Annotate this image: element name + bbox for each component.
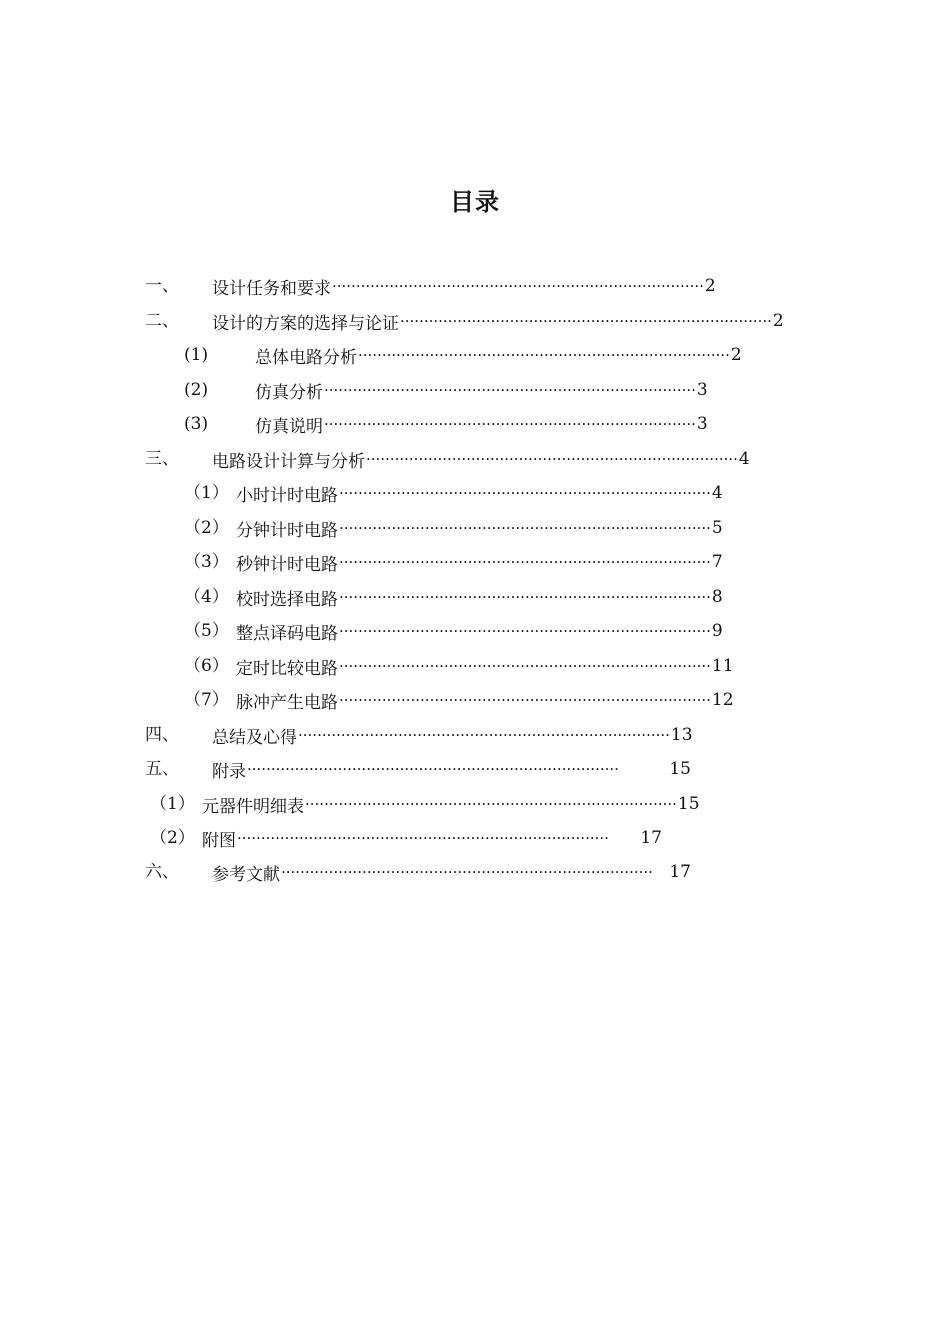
toc-entry-page: 11: [711, 656, 734, 676]
toc-leader-dots: ··············································································: [339, 553, 711, 571]
toc-entry[interactable]: [145, 757, 691, 781]
toc-entry-page: 4: [711, 483, 723, 503]
toc-entry-number: （5）: [184, 621, 229, 641]
toc-entry[interactable]: [145, 860, 691, 884]
toc-entry[interactable]: [184, 343, 742, 368]
toc-leader-dots: ··············································································: [339, 657, 711, 675]
toc-entry[interactable]: [184, 516, 723, 541]
toc-entry-label: 参考文献: [212, 864, 280, 885]
toc-entry[interactable]: [184, 412, 708, 437]
toc-entry-number: 二、: [145, 311, 179, 331]
toc-entry-page: 5: [711, 518, 723, 538]
toc-entry[interactable]: [184, 481, 723, 506]
toc-entry-page: 8: [711, 587, 723, 607]
toc-leader-dots: ··············································································: [247, 760, 619, 778]
toc-leader-dots: ··············································································: [281, 863, 653, 881]
toc-entry-page: 3: [696, 414, 708, 434]
toc-entry[interactable]: [184, 688, 734, 713]
toc-leader-dots: ··············································································: [358, 346, 730, 364]
toc-entry-number: （7）: [184, 690, 229, 710]
toc-title: 目录: [450, 188, 500, 216]
toc-leader-dots: ··············································································: [324, 415, 696, 433]
toc-entry-number: （2）: [150, 828, 195, 848]
toc-leader-dots: ··············································································: [339, 691, 711, 709]
toc-entry-number: （1）: [150, 794, 195, 814]
toc-leader-dots: ··············································································: [339, 519, 711, 537]
toc-entry-number: 一、: [145, 276, 179, 296]
toc-entry-label: 校时选择电路: [236, 589, 338, 610]
toc-entry-page: 4: [738, 449, 750, 469]
toc-leader-dots: ··············································································: [366, 450, 738, 468]
toc-entry-number: 三、: [145, 449, 179, 469]
toc-entry-page: 2: [772, 311, 784, 331]
toc-entry-label: 电路设计计算与分析: [212, 451, 365, 472]
toc-entry-number: 四、: [145, 725, 179, 745]
toc-leader-dots: ··············································································: [400, 312, 772, 330]
toc-entry-label: 定时比较电路: [236, 658, 338, 679]
toc-entry[interactable]: [145, 447, 750, 472]
toc-leader-dots: ··············································································: [324, 381, 696, 399]
toc-entry-number: (2): [184, 380, 209, 400]
toc-entry[interactable]: [145, 309, 784, 334]
toc-leader-dots: ··············································································: [339, 622, 711, 640]
toc-entry-page: 13: [670, 725, 693, 745]
toc-entry[interactable]: [184, 550, 723, 575]
toc-entry-label: 脉冲产生电路: [236, 692, 338, 713]
toc-entry-page: 2: [704, 276, 716, 296]
toc-entry-page: 15: [669, 759, 691, 779]
toc-entry-number: （4）: [184, 587, 229, 607]
toc-entry[interactable]: [184, 378, 708, 403]
toc-entry-number: （2）: [184, 518, 229, 538]
toc-entry-label: 总体电路分析: [255, 347, 357, 368]
toc-entry-page: 15: [677, 794, 700, 814]
toc-entry-label: 设计任务和要求: [212, 278, 331, 299]
toc-leader-dots: ··············································································: [305, 795, 677, 813]
toc-entry[interactable]: [150, 792, 700, 817]
toc-entry-number: 五、: [145, 759, 179, 779]
toc-entry-page: 9: [711, 621, 723, 641]
toc-entry[interactable]: [145, 274, 716, 299]
toc-entry[interactable]: [145, 723, 691, 747]
toc-entry-number: (1): [184, 345, 209, 365]
toc-leader-dots: ··············································································: [298, 726, 670, 744]
toc-entry-page: 3: [696, 380, 708, 400]
toc-entry-label: 设计的方案的选择与论证: [212, 313, 399, 334]
toc-leader-dots: ··············································································: [339, 588, 711, 606]
toc-leader-dots: ··············································································: [339, 484, 711, 502]
toc-entry-label: 附图: [202, 830, 236, 851]
toc-entry-label: 分钟计时电路: [236, 520, 338, 541]
toc-entry-label: 小时计时电路: [236, 485, 338, 506]
toc-entry-label: 仿真分析: [255, 382, 323, 403]
toc-leader-dots: ··············································································: [332, 277, 704, 295]
toc-entry-page: 17: [640, 828, 662, 848]
toc-entry-page: 17: [669, 862, 691, 882]
toc-entry[interactable]: [150, 826, 662, 850]
toc-entry-page: 12: [711, 690, 734, 710]
toc-entry-number: （3）: [184, 552, 229, 572]
toc-entry-number: （1）: [184, 483, 229, 503]
toc-entry[interactable]: [184, 585, 723, 610]
toc-entry-label: 仿真说明: [255, 416, 323, 437]
toc-entry-number: (3): [184, 414, 209, 434]
toc-entry[interactable]: [184, 654, 734, 679]
toc-entry-label: 元器件明细表: [202, 796, 304, 817]
toc-entry-number: （6）: [184, 656, 229, 676]
toc-entry-page: 7: [711, 552, 723, 572]
toc-entry-label: 秒钟计时电路: [236, 554, 338, 575]
toc-entry-number: 六、: [145, 862, 179, 882]
toc-entry-label: 总结及心得: [212, 727, 297, 748]
toc-entry[interactable]: [184, 619, 723, 644]
toc-entry-label: 附录: [212, 761, 246, 782]
toc-entry-label: 整点译码电路: [236, 623, 338, 644]
toc-leader-dots: ··············································································: [237, 829, 609, 847]
toc-entry-page: 2: [730, 345, 742, 365]
